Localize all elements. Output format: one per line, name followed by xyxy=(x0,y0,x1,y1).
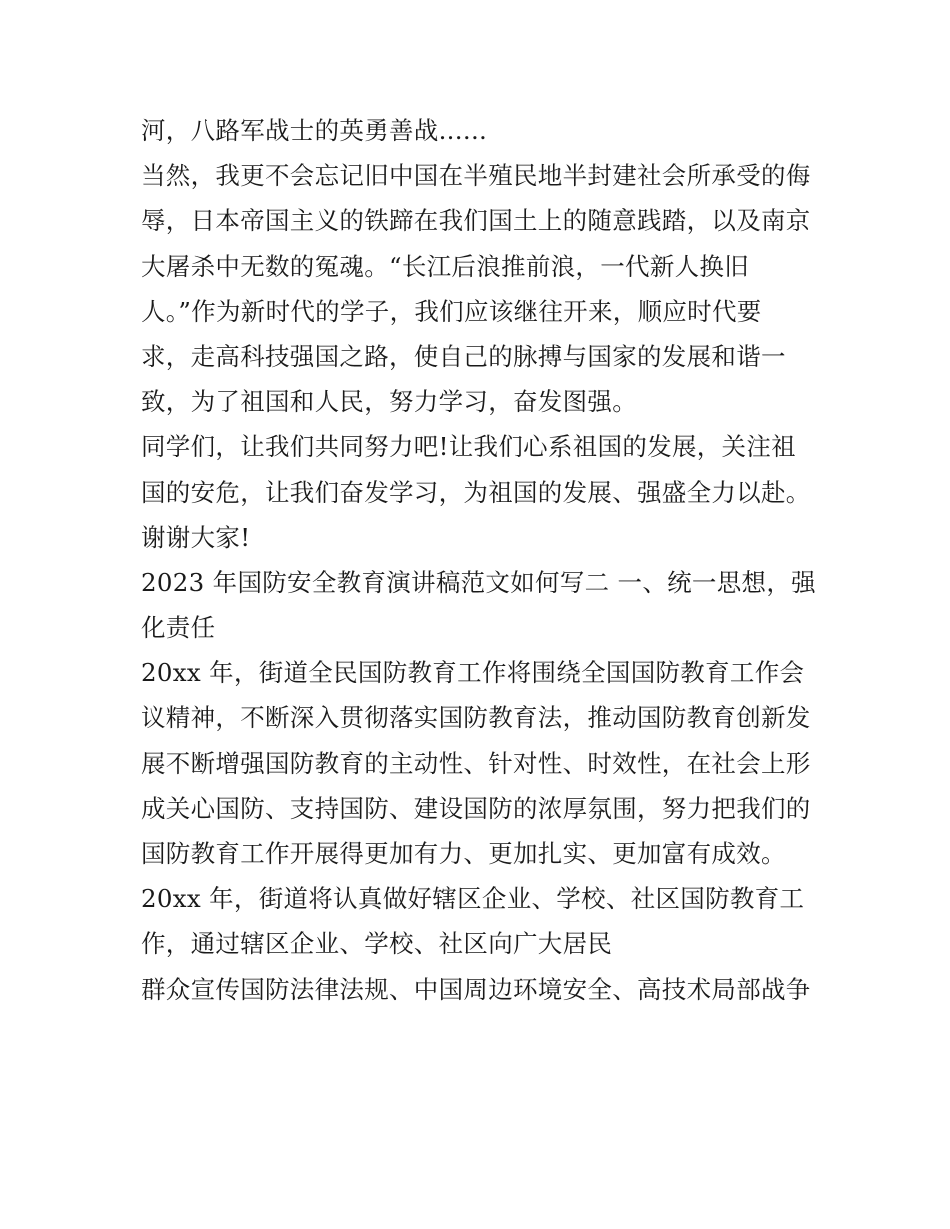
text-line: 20xx 年，街道全民国防教育工作将围绕全国国防教育工作会 xyxy=(141,658,805,688)
text-line: 求，走高科技强国之路，使自己的脉搏与国家的发展和谐一 xyxy=(141,341,786,371)
section-heading-line: 2023 年国防安全教育演讲稿范文如何写二 一、统一思想，强 xyxy=(141,567,816,597)
text-line: 议精神，不断深入贯彻落实国防教育法，推动国防教育创新发 xyxy=(141,703,811,733)
text-line: 国的安危，让我们奋发学习，为祖国的发展、强盛全力以赴。 xyxy=(141,477,811,507)
text-line: 成关心国防、支持国防、建设国防的浓厚氛围，努力把我们的 xyxy=(141,793,811,823)
text-line: 国防教育工作开展得更加有力、更加扎实、更加富有成效。 xyxy=(141,839,786,868)
text-line: 辱，日本帝国主义的铁蹄在我们国土上的随意践踏，以及南京 xyxy=(141,206,811,236)
text-line: 群众宣传国防法律法规、中国周边环境安全、高技术局部战争 xyxy=(141,974,811,1004)
text-line: 人。”作为新时代的学子，我们应该继往开来，顺应时代要 xyxy=(141,296,762,326)
text-line: 当然，我更不会忘记旧中国在半殖民地半封建社会所承受的侮 xyxy=(141,161,811,191)
text-line: 致，为了祖国和人民，努力学习，奋发图强。 xyxy=(141,387,637,417)
text-line: 作，通过辖区企业、学校、社区向广大居民 xyxy=(141,929,613,959)
document-body xyxy=(141,108,821,1012)
section-heading-line: 化责任 xyxy=(141,613,216,643)
text-line: 展不断增强国防教育的主动性、针对性、时效性，在社会上形 xyxy=(141,748,811,778)
text-line: 河，八路军战士的英勇善战...... xyxy=(141,116,488,145)
text-line: 大屠杀中无数的冤魂。“长江后浪推前浪，一代新人换旧 xyxy=(141,251,750,281)
text-line: 20xx 年，街道将认真做好辖区企业、学校、社区国防教育工 xyxy=(141,884,805,914)
text-line: 谢谢大家! xyxy=(141,522,251,552)
text-line: 同学们，让我们共同努力吧!让我们心系祖国的发展，关注祖 xyxy=(141,432,796,462)
